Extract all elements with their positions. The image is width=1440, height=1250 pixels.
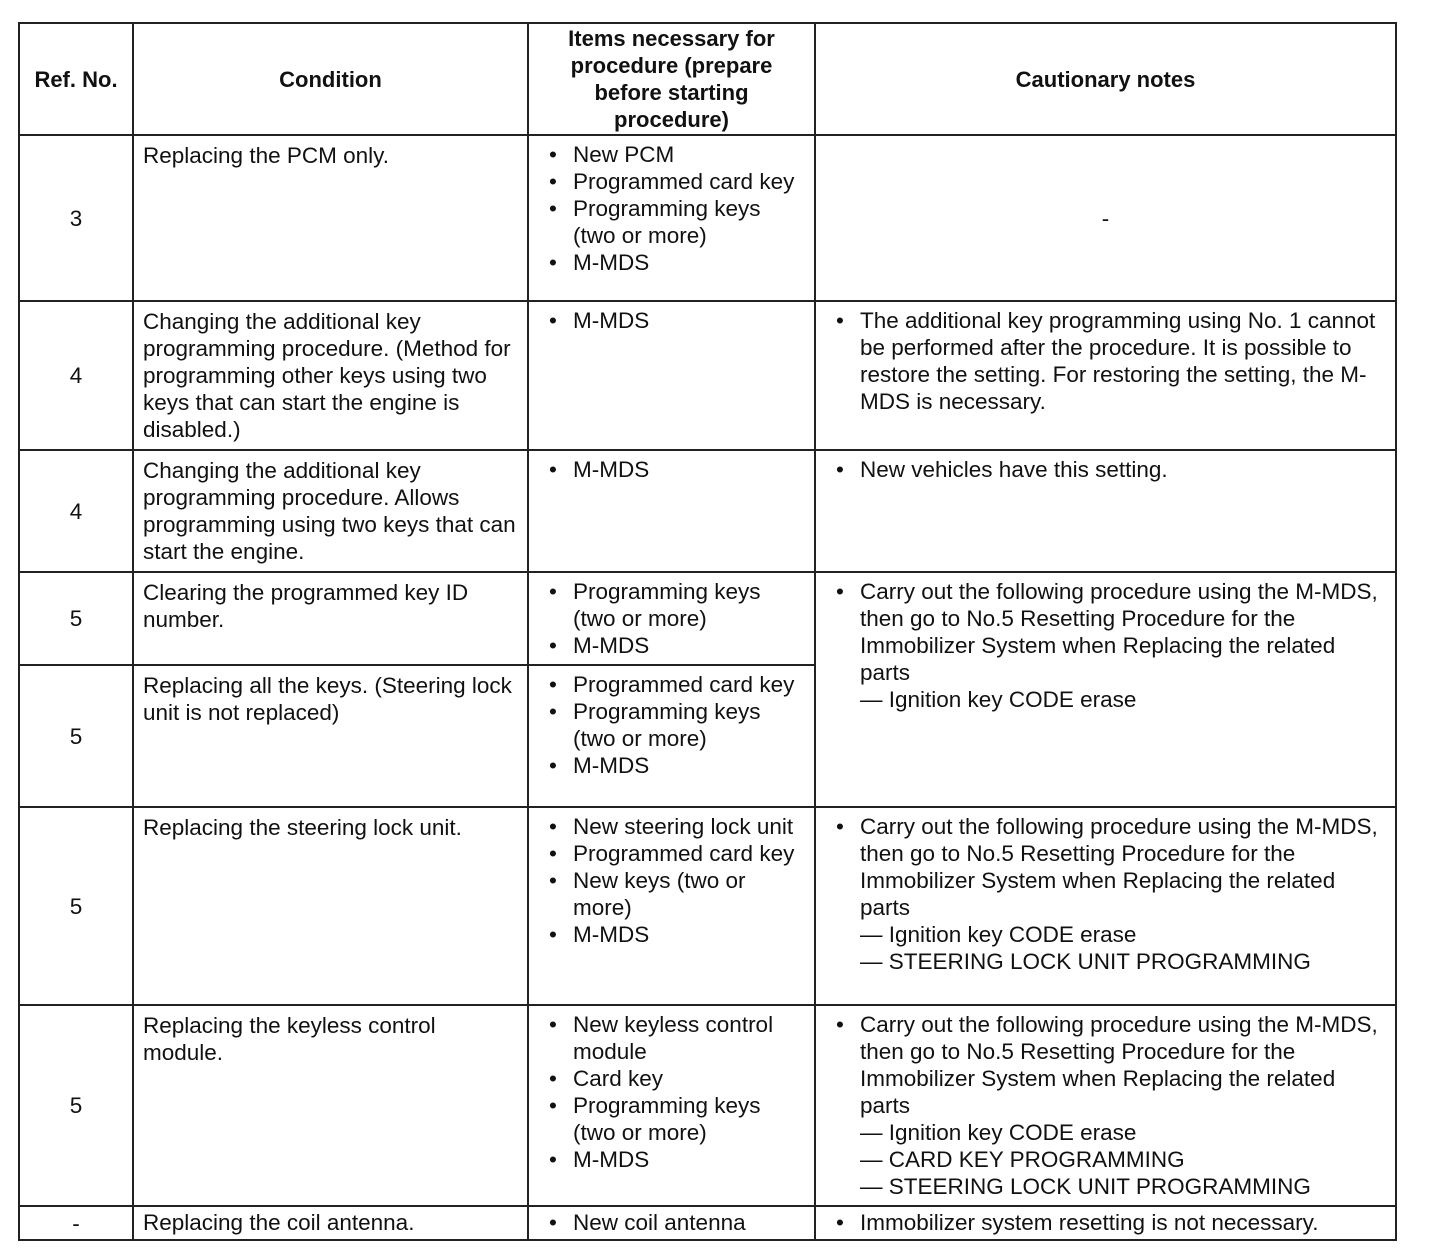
- items-cell: [528, 1206, 815, 1240]
- note-step: — Ignition key CODE erase: [860, 922, 1137, 947]
- procedure-table: [18, 22, 1397, 1241]
- header-condition: Condition: [133, 23, 528, 135]
- list-item: • Programmed card key: [537, 168, 806, 195]
- table-row: [19, 572, 1396, 665]
- condition-cell: Changing the additional key programming procedure. (Method for programming other keys using two keys that can start the engine is disabled.): [133, 301, 528, 450]
- header-notes: Cautionary notes: [815, 23, 1396, 135]
- list-item: • M-MDS: [537, 1146, 806, 1173]
- condition-cell: Replacing the keyless control module.: [133, 1005, 528, 1206]
- note-text: • Carry out the following procedure using the M-MDS, then go to No.5 Resetting Procedure for the Immobilizer System when Replacing the related parts — Ignition key CODE erase — STEERING LOCK UNIT PROGRAMMING: [824, 813, 1387, 975]
- note-step: — Ignition key CODE erase: [860, 1120, 1137, 1145]
- header-items: Items necessary for procedure (prepare before starting procedure): [528, 23, 815, 135]
- list-item: • M-MDS: [537, 632, 806, 659]
- ref-cell: 4: [19, 301, 133, 450]
- items-cell: [528, 301, 815, 450]
- condition-cell: Replacing all the keys. (Steering lock unit is not replaced): [133, 665, 528, 807]
- condition-cell: Replacing the steering lock unit.: [133, 807, 528, 1005]
- list-item: • Card key: [537, 1065, 806, 1092]
- list-item: • New keys (two or more): [537, 867, 806, 921]
- ref-cell: -: [19, 1206, 133, 1240]
- items-cell: [528, 807, 815, 1005]
- list-item: • M-MDS: [537, 752, 806, 779]
- note-text: • The additional key programming using No. 1 cannot be performed after the procedure. It is possible to restore the setting. For restoring the setting, the M-MDS is necessary.: [824, 307, 1387, 415]
- list-item: • New coil antenna: [537, 1209, 806, 1236]
- items-cell: [528, 1005, 815, 1206]
- items-cell: [528, 665, 815, 807]
- items-cell: [528, 450, 815, 572]
- list-item: • New steering lock unit: [537, 813, 806, 840]
- table-row: [19, 1206, 1396, 1240]
- list-item: • Programming keys (two or more): [537, 578, 806, 632]
- list-item: • Programmed card key: [537, 671, 806, 698]
- list-item: • Programming keys (two or more): [537, 195, 806, 249]
- ref-cell: 5: [19, 665, 133, 807]
- ref-cell: 3: [19, 135, 133, 301]
- notes-cell: [815, 572, 1396, 807]
- header-ref: Ref. No.: [19, 23, 133, 135]
- table-row: [19, 450, 1396, 572]
- notes-cell: -: [815, 135, 1396, 301]
- note-text: • Carry out the following procedure using the M-MDS, then go to No.5 Resetting Procedure for the Immobilizer System when Replacing the related parts — Ignition key CODE erase: [824, 578, 1387, 713]
- condition-cell: Clearing the programmed key ID number.: [133, 572, 528, 665]
- notes-cell: [815, 301, 1396, 450]
- notes-cell: [815, 807, 1396, 1005]
- note-step: — CARD KEY PROGRAMMING: [860, 1147, 1185, 1172]
- list-item: • Programmed card key: [537, 840, 806, 867]
- list-item: • New PCM: [537, 141, 806, 168]
- notes-cell: [815, 450, 1396, 572]
- condition-cell: Changing the additional key programming procedure. Allows programming using two keys that can start the engine.: [133, 450, 528, 572]
- items-cell: [528, 572, 815, 665]
- header-row: [19, 23, 1396, 135]
- note-step: — STEERING LOCK UNIT PROGRAMMING: [860, 949, 1311, 974]
- table-row: [19, 301, 1396, 450]
- note-step: — STEERING LOCK UNIT PROGRAMMING: [860, 1174, 1311, 1199]
- list-item: • M-MDS: [537, 456, 806, 483]
- ref-cell: 5: [19, 572, 133, 665]
- note-text: • Immobilizer system resetting is not necessary.: [824, 1209, 1387, 1236]
- ref-cell: 4: [19, 450, 133, 572]
- notes-cell: [815, 1005, 1396, 1206]
- note-text: • New vehicles have this setting.: [824, 456, 1387, 483]
- table-row: [19, 135, 1396, 301]
- table-row: [19, 1005, 1396, 1206]
- list-item: • Programming keys (two or more): [537, 698, 806, 752]
- table-row: [19, 807, 1396, 1005]
- list-item: • New keyless control module: [537, 1011, 806, 1065]
- ref-cell: 5: [19, 807, 133, 1005]
- note-step: — Ignition key CODE erase: [860, 687, 1137, 712]
- list-item: • M-MDS: [537, 249, 806, 276]
- ref-cell: 5: [19, 1005, 133, 1206]
- notes-cell: [815, 1206, 1396, 1240]
- items-cell: [528, 135, 815, 301]
- list-item: • Programming keys (two or more): [537, 1092, 806, 1146]
- list-item: • M-MDS: [537, 307, 806, 334]
- note-text: • Carry out the following procedure using the M-MDS, then go to No.5 Resetting Procedure for the Immobilizer System when Replacing the related parts — Ignition key CODE erase — CARD KEY PROGRAMMING — STEERING LOCK UNIT PROGRAMMING: [824, 1011, 1387, 1200]
- condition-cell: Replacing the coil antenna.: [133, 1206, 528, 1240]
- condition-cell: Replacing the PCM only.: [133, 135, 528, 301]
- list-item: • M-MDS: [537, 921, 806, 948]
